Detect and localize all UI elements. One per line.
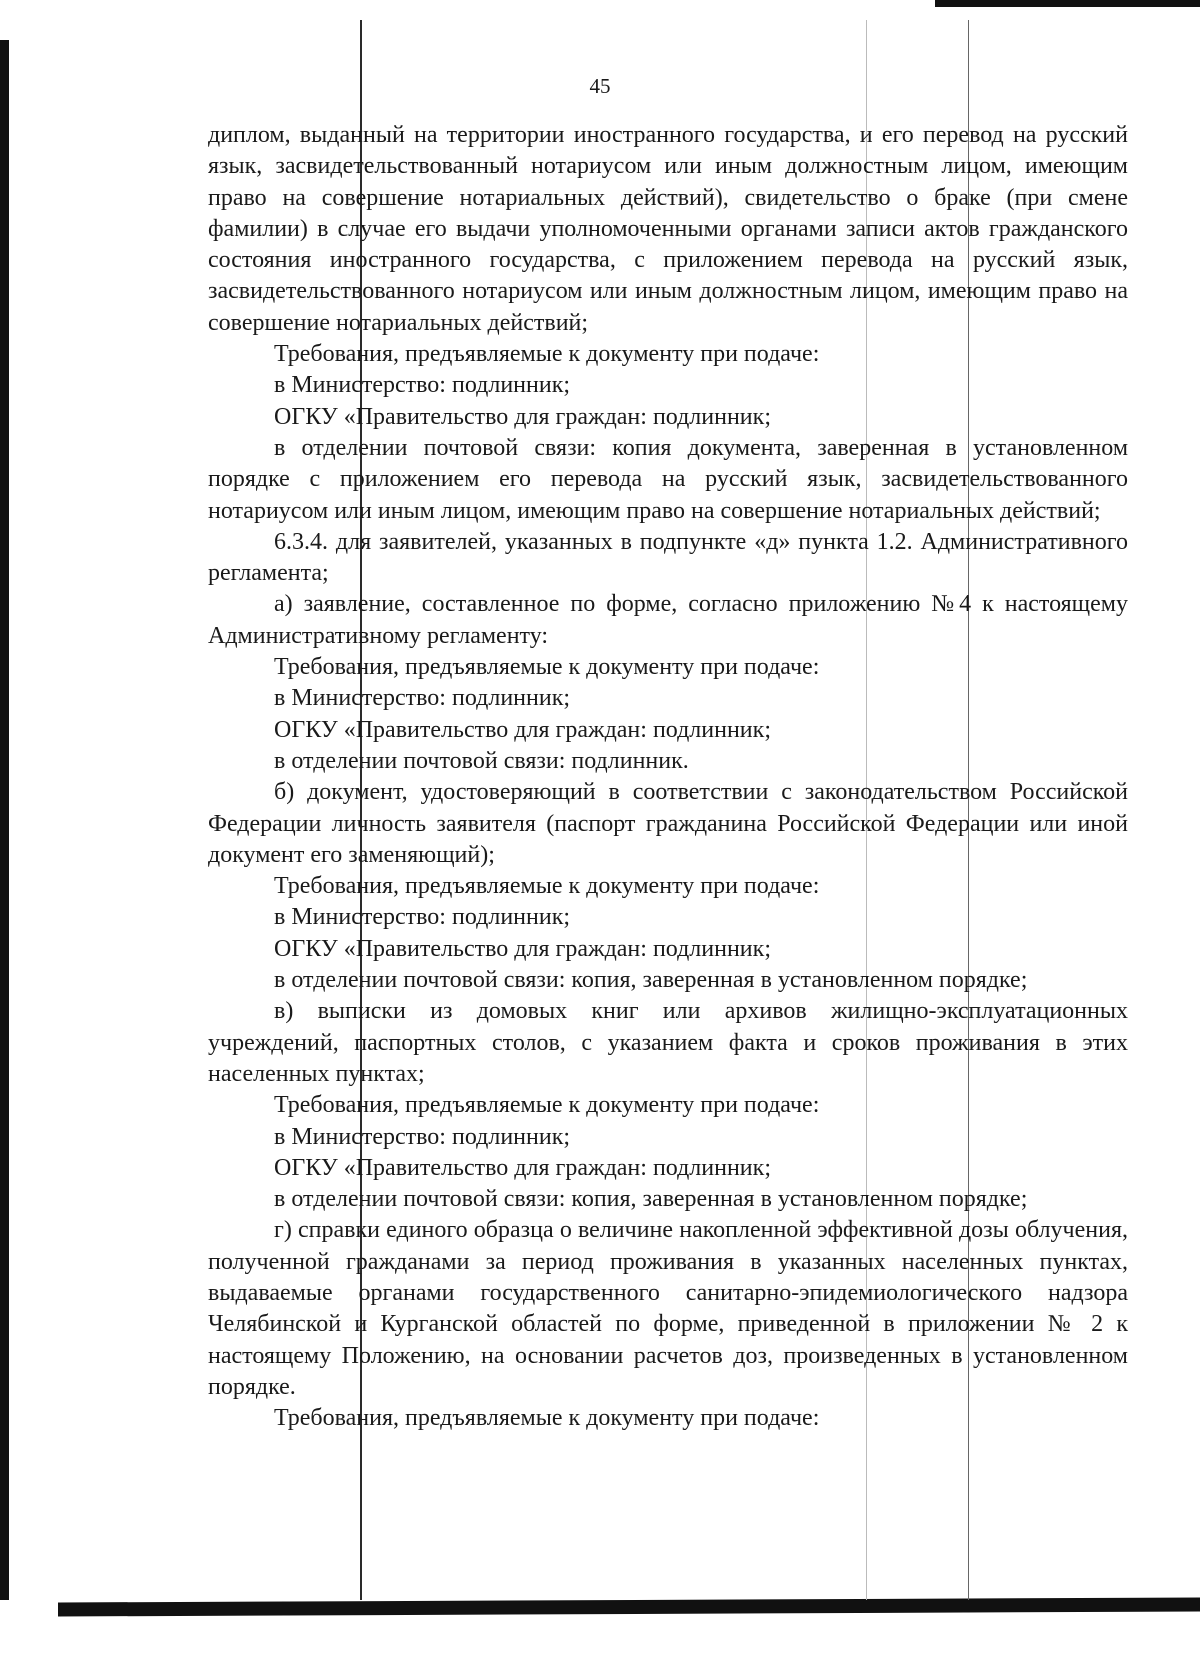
paragraph: в Министерство: подлинник; <box>274 904 571 931</box>
paragraph: ОГКУ «Правительство для граждан: подлинник; <box>274 1154 771 1181</box>
paragraph: в Министерство: подлинник; <box>274 685 571 712</box>
paragraph: в Министерство: подлинник; <box>274 372 571 399</box>
paragraph: в отделении почтовой связи: копия, заверенная в установленном порядке; <box>274 967 1028 994</box>
paragraph: диплом, выданный на территории иностранного государства, и его перевод на русский язык, засвидетельствованный нотариусом или иным должностным лицом, имеющим право на совершение нотариальных действий), свидетельство о браке (при смене фамилии) в случае его выдачи уполномоченными органами записи актов гражданского состояния иностранного государства, с приложением перевода на русский язык, засвидетельствованного нотариусом или иным должностным лицом, имеющим право на совершение нотариальных действий; <box>208 122 1128 336</box>
paragraph: Требования, предъявляемые к документу при подаче: <box>274 873 820 900</box>
paragraph: в) выписки из домовых книг или архивов жилищно-эксплуатационных учреждений, паспортных столов, с указанием факта и сроков проживания в этих населенных пунктах; <box>208 998 1128 1087</box>
paragraph: Требования, предъявляемые к документу при подаче: <box>274 654 820 681</box>
paragraph: Требования, предъявляемые к документу при подаче: <box>274 341 820 368</box>
scan-edge-top <box>935 0 1200 7</box>
paragraph: а) заявление, составленное по форме, согласно приложению №4 к настоящему Административному регламенту: <box>208 591 1128 649</box>
scan-edge-left <box>0 40 9 1600</box>
paragraph: в отделении почтовой связи: подлинник. <box>274 747 689 774</box>
paragraph: в отделении почтовой связи: копия, заверенная в установленном порядке; <box>274 1186 1028 1213</box>
paragraph: 6.3.4. для заявителей, указанных в подпункте «д» пункта 1.2. Административного регламента; <box>208 528 1128 587</box>
paragraph: ОГКУ «Правительство для граждан: подлинник; <box>274 716 771 743</box>
paragraph: ОГКУ «Правительство для граждан: подлинник; <box>274 935 771 962</box>
document-body <box>208 120 1128 1434</box>
paragraph: г) справки единого образца о величине накопленной эффективной дозы облучения, полученной гражданами за период проживания в указанных населенных пунктах, выдаваемые органами государственного санитарно-эпидемиологического надзора Челябинской и Курганской областей по форме, приведенной в приложении № 2 к настоящему Положению, на основании расчетов доз, произведенных в установленном порядке. <box>208 1217 1128 1400</box>
paragraph: Требования, предъявляемые к документу при подаче: <box>274 1092 820 1119</box>
page-number: 45 <box>589 74 611 98</box>
paragraph: в Министерство: подлинник; <box>274 1123 571 1150</box>
scan-edge-bottom <box>58 1598 1200 1617</box>
paragraph: ОГКУ «Правительство для граждан: подлинник; <box>274 403 771 430</box>
paragraph: б) документ, удостоверяющий в соответствии с законодательством Российской Федерации личность заявителя (паспорт гражданина Российской Федерации или иной документ его заменяющий); <box>208 779 1128 868</box>
paragraph: Требования, предъявляемые к документу при подаче: <box>274 1405 820 1432</box>
paragraph: в отделении почтовой связи: копия документа, заверенная в установленном порядке с приложением его перевода на русский язык, засвидетельствованного нотариусом или иным лицом, имеющим право на совершение нотариальных действий; <box>208 434 1128 524</box>
